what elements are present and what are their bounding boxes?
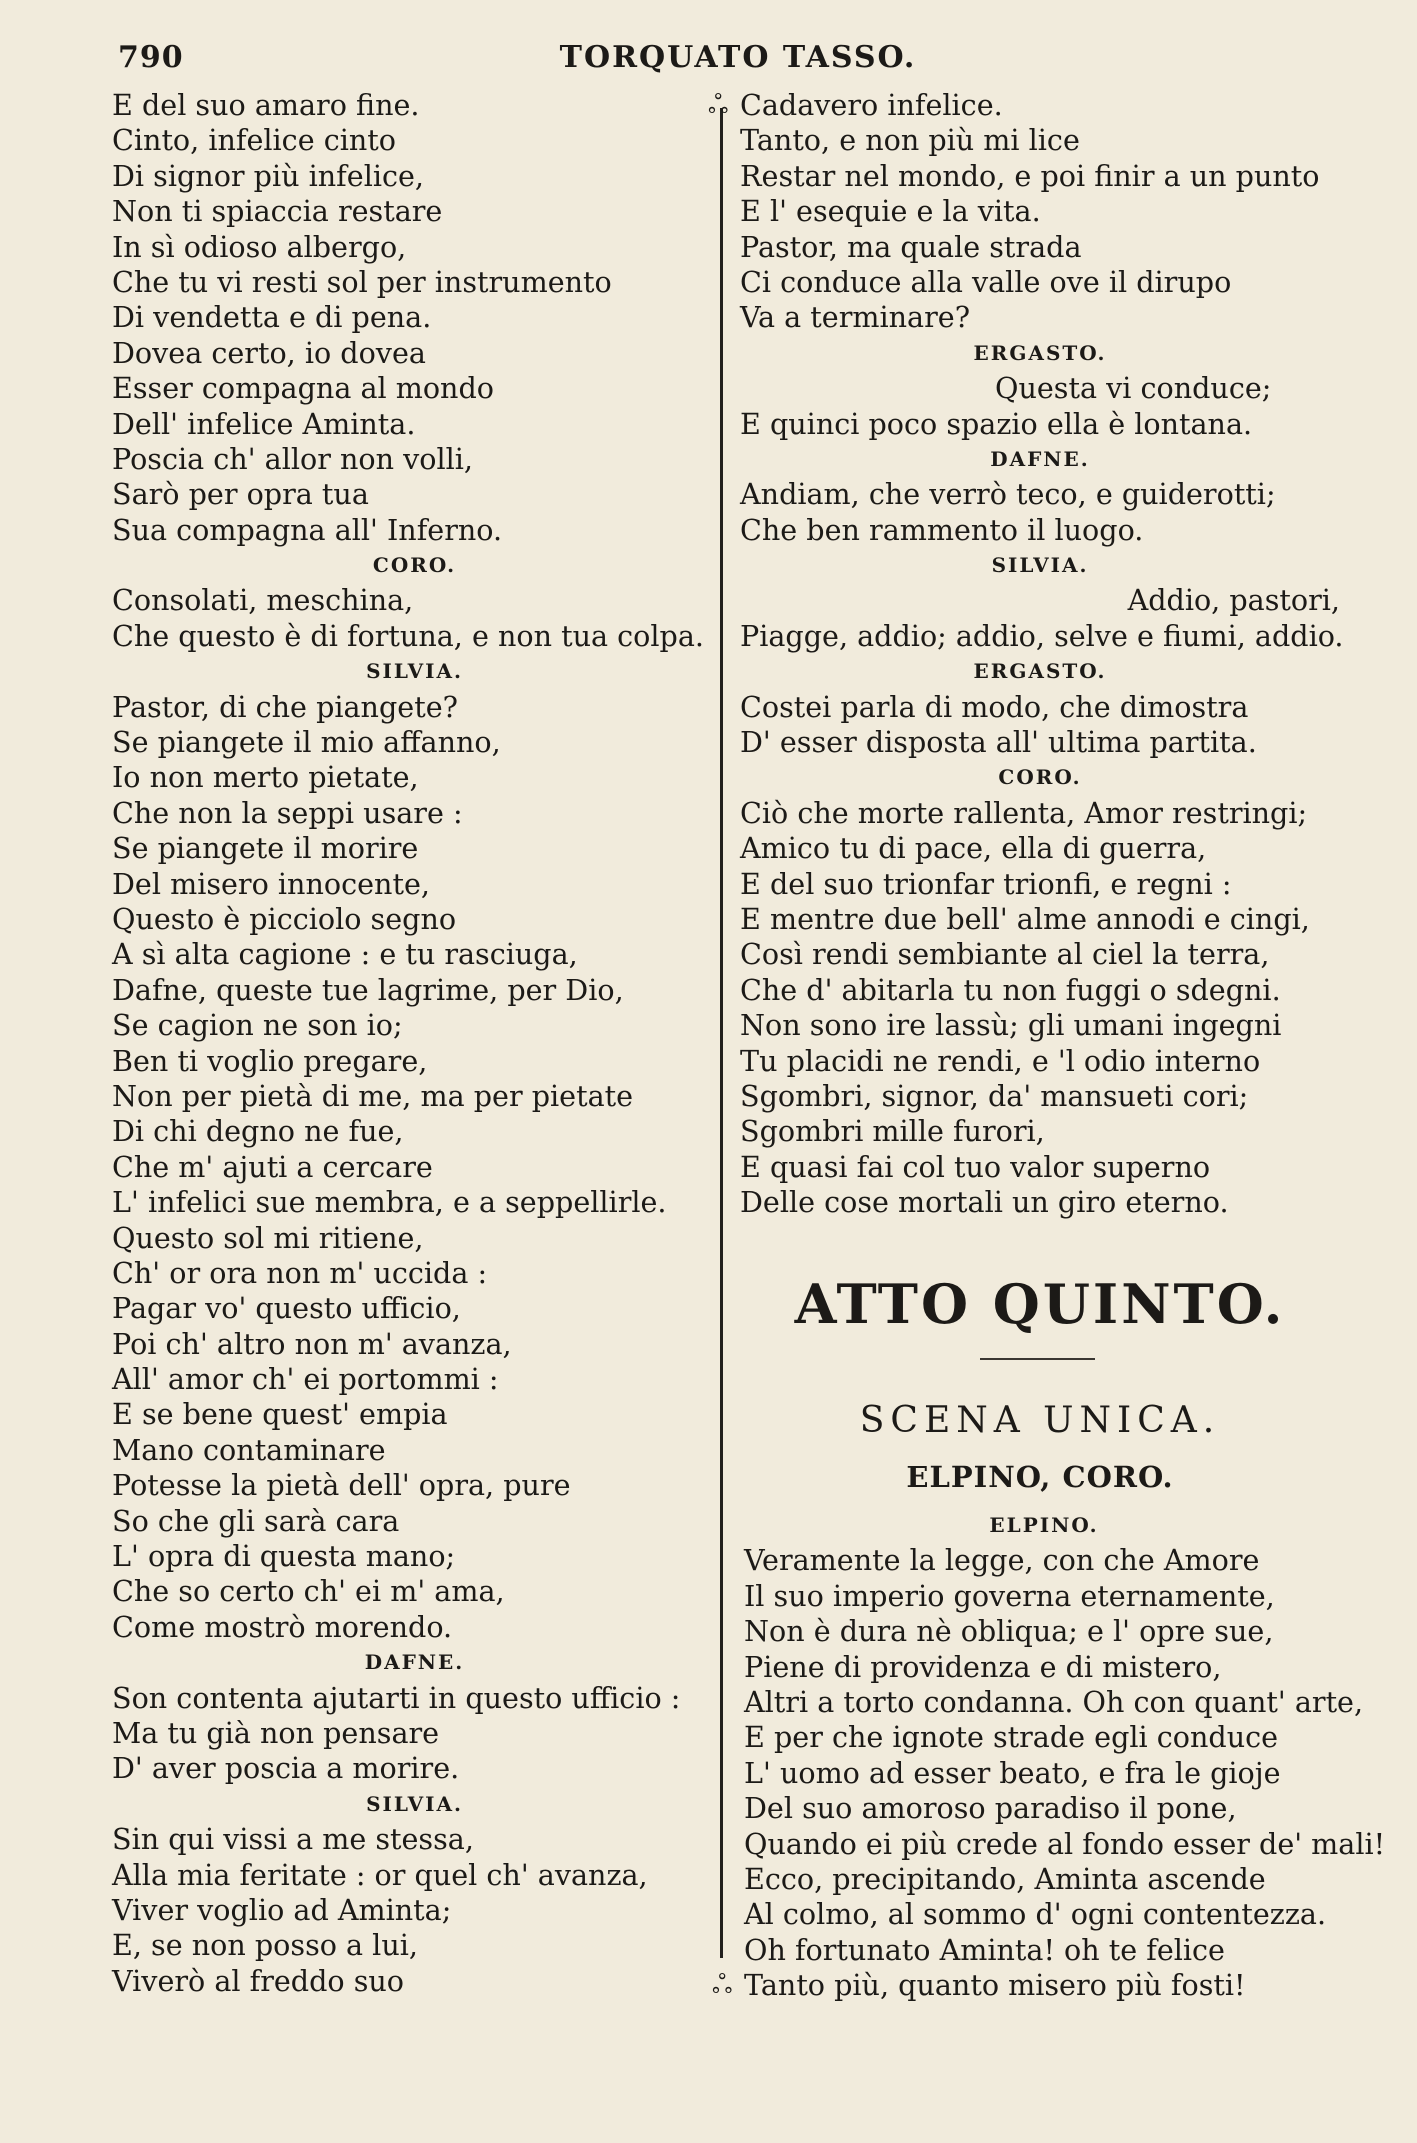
verse-line xyxy=(740,902,1340,937)
verse-line xyxy=(112,194,717,229)
verse-line xyxy=(112,1079,717,1114)
verse-line xyxy=(740,973,1340,1008)
line-text: L' opra di questa mano; xyxy=(112,1539,456,1574)
verse-line xyxy=(744,1791,1344,1826)
line-text: ERGASTO. xyxy=(973,659,1107,684)
line-text: Altri a torto condanna. Oh con quant' arte, xyxy=(744,1684,1364,1719)
verse-line xyxy=(708,88,1340,123)
verse-line xyxy=(112,690,717,725)
verse-line xyxy=(740,1114,1340,1149)
verse-line xyxy=(112,513,717,548)
verse-line xyxy=(740,690,1340,725)
line-text: Al colmo, al sommo d' ogni contentezza. xyxy=(744,1897,1327,1932)
verse-line xyxy=(744,1897,1344,1932)
line-text: Io non merto pietate, xyxy=(112,760,419,795)
verse-line xyxy=(112,583,717,618)
speaker-label xyxy=(740,336,1340,371)
act-divider xyxy=(980,1358,1095,1360)
verse-line xyxy=(112,1362,717,1397)
verse-line xyxy=(112,371,717,406)
verse-line xyxy=(112,407,717,442)
verse-line xyxy=(112,123,717,158)
line-text: Ma tu già non pensare xyxy=(112,1715,440,1750)
line-text: E del suo trionfar trionfi, e regni : xyxy=(740,866,1232,901)
verse-line xyxy=(112,619,717,654)
verse-line xyxy=(740,300,1340,335)
line-text: D' aver poscia a morire. xyxy=(112,1751,460,1786)
speaker-label xyxy=(740,548,1340,583)
verse-line xyxy=(740,1150,1340,1185)
line-text: Del misero innocente, xyxy=(112,866,430,901)
line-text: Cinto, infelice cinto xyxy=(112,123,396,158)
line-text: All' amor ch' ei portommi : xyxy=(112,1362,499,1397)
line-text: Che questo è di fortuna, e non tua colpa. xyxy=(112,618,704,653)
verse-line xyxy=(112,442,717,477)
verse-line xyxy=(744,1579,1344,1614)
verse-line xyxy=(112,867,717,902)
line-text: E del suo amaro fine. xyxy=(112,88,420,122)
verse-line xyxy=(712,1968,1344,2003)
verse-line xyxy=(112,1751,717,1786)
verse-line xyxy=(112,1291,717,1326)
speaker-label xyxy=(112,548,717,583)
speaker-label xyxy=(740,442,1340,477)
line-text: Esser compagna al mondo xyxy=(112,371,494,406)
verse-line xyxy=(112,796,717,831)
line-text: E se bene quest' empia xyxy=(112,1397,448,1432)
line-text: Pastor, ma quale strada xyxy=(740,229,1082,264)
verse-line xyxy=(112,265,717,300)
line-text: Tanto più, quanto misero più fosti! xyxy=(744,1968,1246,2003)
verse-line xyxy=(112,1893,717,1928)
line-text: Il suo imperio governa eternamente, xyxy=(744,1578,1275,1613)
speaker-label xyxy=(740,654,1340,689)
verse-line xyxy=(740,796,1340,831)
line-text: Addio, pastori, xyxy=(1127,583,1340,618)
printer-ornament-icon: ஃ xyxy=(712,1970,733,2001)
line-text: E quinci poco spazio ella è lontana. xyxy=(740,406,1253,441)
verse-line xyxy=(740,371,1340,406)
verse-line xyxy=(112,1964,717,1999)
verse-line xyxy=(112,937,717,972)
verse-line xyxy=(112,1008,717,1043)
line-text: Piene di providenza e di mistero, xyxy=(744,1649,1222,1684)
verse-line xyxy=(112,1185,717,1220)
line-text: A sì alta cagione : e tu rasciuga, xyxy=(112,937,578,972)
verse-line xyxy=(740,831,1340,866)
verse-line xyxy=(740,407,1340,442)
line-text: Alla mia feritate : or quel ch' avanza, xyxy=(112,1857,648,1892)
line-text: Non sono ire lassù; gli umani ingegni xyxy=(740,1008,1282,1043)
verse-line xyxy=(744,1826,1386,1862)
right-text-column xyxy=(708,88,1344,1221)
verse-line xyxy=(112,300,717,335)
line-text: CORO. xyxy=(998,765,1082,790)
scene-title: SCENA UNICA. xyxy=(859,1400,1221,1441)
line-text: Che ben rammento il luogo. xyxy=(740,512,1144,547)
line-text: L' uomo ad esser beato, e fra le gioje xyxy=(744,1755,1281,1790)
verse-line xyxy=(740,230,1340,265)
verse-line xyxy=(112,725,717,760)
line-text: Costei parla di modo, che dimostra xyxy=(740,689,1249,724)
line-text: Dell' infelice Aminta. xyxy=(112,406,416,441)
verse-line xyxy=(740,123,1340,158)
line-text: In sì odioso albergo, xyxy=(112,229,407,264)
verse-line xyxy=(112,1221,717,1256)
verse-line xyxy=(740,159,1340,194)
verse-line xyxy=(112,1256,717,1291)
line-text: Andiam, che verrò teco, e guiderotti; xyxy=(740,477,1276,512)
line-text: Non è dura nè obliqua; e l' opre sue, xyxy=(744,1614,1274,1649)
verse-line xyxy=(740,1079,1340,1114)
left-text-column xyxy=(112,88,717,1999)
verse-line xyxy=(112,230,717,265)
line-text: Sin qui vissi a me stessa, xyxy=(112,1822,474,1857)
verse-line xyxy=(740,194,1340,229)
printer-ornament-icon: ஃ xyxy=(708,90,729,120)
line-text: E, se non posso a lui, xyxy=(112,1928,418,1963)
verse-line xyxy=(112,1681,717,1716)
verse-line xyxy=(740,1044,1340,1079)
line-text: Potesse la pietà dell' opra, pure xyxy=(112,1468,571,1503)
line-text: Pagar vo' questo ufficio, xyxy=(112,1291,461,1326)
line-text: DAFNE. xyxy=(364,1650,465,1675)
verse-line xyxy=(740,1008,1340,1043)
line-text: Di signor più infelice, xyxy=(112,158,425,193)
verse-line xyxy=(740,618,1344,654)
speaker-label xyxy=(112,654,717,689)
verse-line xyxy=(744,1650,1344,1685)
verse-line xyxy=(112,831,717,866)
running-title: TORQUATO TASSO. xyxy=(559,40,917,75)
line-text: Non ti spiaccia restare xyxy=(112,194,443,229)
line-text: Ecco, precipitando, Aminta ascende xyxy=(744,1861,1266,1896)
line-text: E quasi fai col tuo valor superno xyxy=(740,1149,1211,1184)
line-text: Se piangete il morire xyxy=(112,831,419,866)
verse-line xyxy=(112,159,717,194)
verse-line xyxy=(740,1185,1340,1220)
line-text: Non per pietà di me, ma per pietate xyxy=(112,1078,634,1113)
line-text: Ben ti voglio pregare, xyxy=(112,1043,428,1078)
verse-line xyxy=(112,1114,717,1149)
line-text: Dovea certo, io dovea xyxy=(112,335,426,370)
line-text: Che non la seppi usare : xyxy=(112,795,463,830)
line-text: Quando ei più crede al fondo esser de' mali! xyxy=(744,1826,1386,1861)
line-text: Restar nel mondo, e poi finir a un punto xyxy=(740,158,1320,193)
right-text-column-act-five xyxy=(712,1508,1386,2003)
verse-line xyxy=(112,1327,717,1362)
line-text: Sgombri mille furori, xyxy=(740,1114,1045,1149)
line-text: Sgombri, signor, da' mansueti cori; xyxy=(740,1078,1249,1113)
line-text: Dafne, queste tue lagrime, per Dio, xyxy=(112,972,624,1007)
column-divider xyxy=(720,108,723,1958)
line-text: Oh fortunato Aminta! oh te felice xyxy=(744,1932,1225,1967)
line-text: Delle cose mortali un giro eterno. xyxy=(740,1185,1229,1220)
verse-line xyxy=(112,1716,717,1751)
line-text: Ciò che morte rallenta, Amor restringi; xyxy=(740,795,1308,830)
page-number: 790 xyxy=(118,40,184,75)
line-text: E mentre due bell' alme annodi e cingi, xyxy=(740,901,1310,936)
line-text: Che so certo ch' ei m' ama, xyxy=(112,1574,505,1609)
line-text: Che tu vi resti sol per instrumento xyxy=(112,264,612,299)
verse-line xyxy=(112,1539,717,1574)
line-text: Questo sol mi ritiene, xyxy=(112,1220,424,1255)
verse-line xyxy=(112,760,717,795)
verse-line xyxy=(112,336,717,371)
line-text: Tu placidi ne rendi, e 'l odio interno xyxy=(740,1043,1261,1078)
line-text: Se cagion ne son io; xyxy=(112,1008,403,1043)
line-text: Viver voglio ad Aminta; xyxy=(112,1892,452,1927)
verse-line xyxy=(740,725,1340,760)
line-text: So che gli sarà cara xyxy=(112,1503,400,1538)
line-text: Che m' ajuti a cercare xyxy=(112,1149,433,1184)
line-text: Veramente la legge, con che Amore xyxy=(744,1543,1260,1578)
line-text: Amico tu di pace, ella di guerra, xyxy=(740,831,1207,866)
speaker-label xyxy=(740,760,1340,795)
line-text: SILVIA. xyxy=(991,553,1089,578)
line-text: Tanto, e non più mi lice xyxy=(740,123,1080,158)
line-text: Va a terminare? xyxy=(740,300,971,335)
line-text: Come mostrò morendo. xyxy=(112,1609,453,1644)
line-text: DAFNE. xyxy=(990,446,1090,471)
verse-line xyxy=(112,88,717,123)
verse-line xyxy=(744,1614,1344,1649)
verse-line xyxy=(744,1684,1364,1720)
verse-line xyxy=(112,1468,717,1503)
line-text: Sua compagna all' Inferno. xyxy=(112,512,503,547)
line-text: Questa vi conduce; xyxy=(995,371,1272,406)
verse-line xyxy=(112,1610,717,1645)
page-header xyxy=(118,40,1348,84)
line-text: ERGASTO. xyxy=(973,340,1107,365)
line-text: D' esser disposta all' ultima partita. xyxy=(740,725,1257,760)
verse-line xyxy=(740,583,1340,618)
line-text: Di vendetta e di pena. xyxy=(112,300,432,335)
line-text: Del suo amoroso paradiso il pone, xyxy=(744,1791,1237,1826)
line-text: Poscia ch' allor non volli, xyxy=(112,441,473,476)
verse-line xyxy=(112,1397,717,1432)
verse-line xyxy=(740,513,1340,548)
line-text: Viverò al freddo suo xyxy=(112,1963,405,1998)
line-text: Di chi degno ne fue, xyxy=(112,1114,404,1149)
act-title: ATTO QUINTO. xyxy=(794,1272,1286,1336)
line-text: Piagge, addio; addio, selve e fiumi, addio. xyxy=(740,618,1344,653)
line-text: Che d' abitarla tu non fuggi o sdegni. xyxy=(740,972,1281,1007)
line-text: Se piangete il mio affanno, xyxy=(112,725,501,760)
line-text: Cadavero infelice. xyxy=(740,88,1003,122)
verse-line xyxy=(112,1044,717,1079)
line-text: Mano contaminare xyxy=(112,1432,386,1467)
verse-line xyxy=(112,1822,717,1857)
scene-characters: ELPINO, CORO. xyxy=(906,1460,1174,1494)
verse-line xyxy=(740,477,1340,512)
line-text: E per che ignote strade egli conduce xyxy=(744,1720,1279,1755)
verse-line xyxy=(740,867,1340,902)
line-text: L' infelici sue membra, e a seppellirle. xyxy=(112,1185,667,1220)
line-text: CORO. xyxy=(372,553,457,578)
verse-line xyxy=(112,1928,717,1963)
line-text: SILVIA. xyxy=(366,659,463,684)
line-text: Questo è picciolo segno xyxy=(112,901,457,936)
verse-line xyxy=(740,265,1340,300)
verse-line xyxy=(744,1862,1344,1897)
verse-line xyxy=(744,1756,1344,1791)
verse-line xyxy=(112,1150,717,1185)
line-text: Son contenta ajutarti in questo ufficio : xyxy=(112,1680,681,1715)
verse-line xyxy=(744,1933,1344,1968)
verse-line xyxy=(112,1858,717,1893)
verse-line xyxy=(112,973,717,1008)
verse-line xyxy=(744,1720,1344,1755)
verse-line xyxy=(740,937,1340,972)
line-text: SILVIA. xyxy=(366,1791,463,1816)
line-text: Sarò per opra tua xyxy=(112,477,369,512)
speaker-label xyxy=(112,1787,717,1822)
verse-line xyxy=(744,1543,1344,1578)
line-text: Poi ch' altro non m' avanza, xyxy=(112,1326,512,1361)
line-text: E l' esequie e la vita. xyxy=(740,194,1041,229)
line-text: Consolati, meschina, xyxy=(112,583,414,618)
verse-line xyxy=(112,1574,717,1609)
verse-line xyxy=(112,1433,717,1468)
verse-line xyxy=(112,1504,717,1539)
line-text: Ch' or ora non m' uccida : xyxy=(112,1255,488,1290)
verse-line xyxy=(112,902,717,937)
verse-line xyxy=(112,477,717,512)
speaker-label xyxy=(112,1645,717,1680)
line-text: Ci conduce alla valle ove il dirupo xyxy=(740,264,1232,299)
line-text: Pastor, di che piangete? xyxy=(112,689,458,724)
line-text: ELPINO. xyxy=(989,1513,1099,1537)
speaker-label xyxy=(744,1508,1344,1543)
line-text: Così rendi sembiante al ciel la terra, xyxy=(740,937,1270,972)
